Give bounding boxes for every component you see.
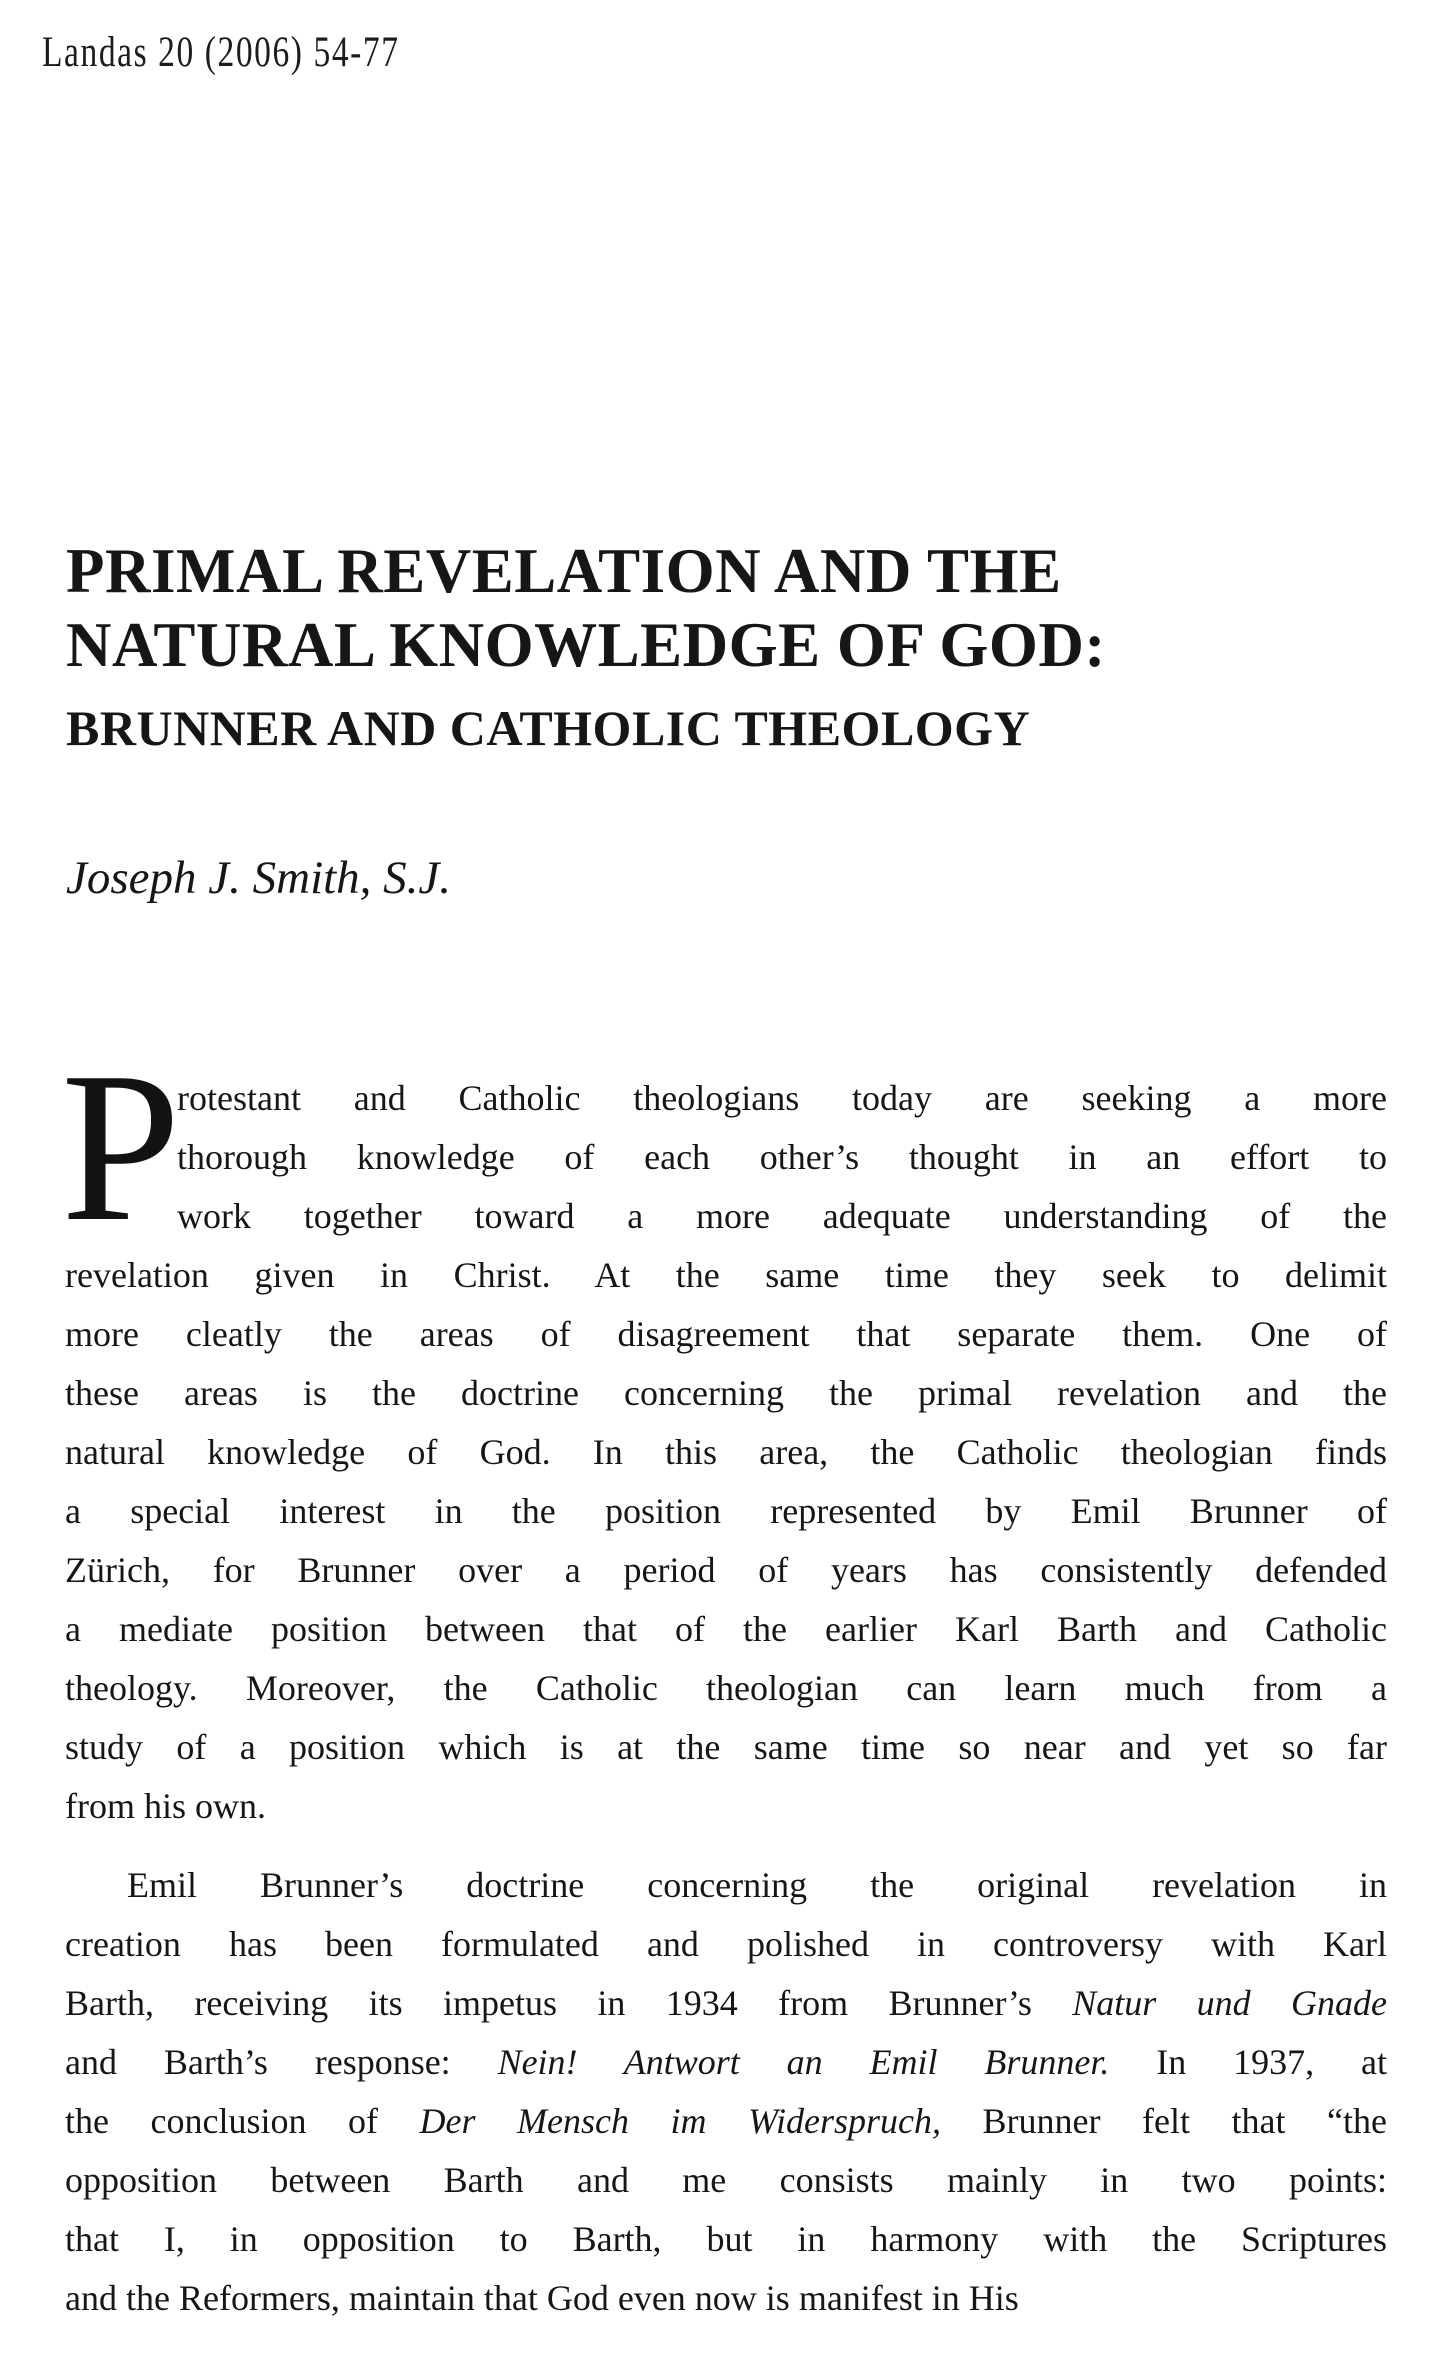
text-line: rotestant and Catholic theologians today are seeking a more [177, 1078, 1387, 1118]
title-subtitle: BRUNNER AND CATHOLIC THEOLOGY [66, 700, 1031, 756]
journal-citation: Landas 20 (2006) 54-77 [42, 29, 400, 76]
paragraph [61, 1027, 1387, 1836]
text-line: these areas is the doctrine concerning the primal revelation and the [65, 1373, 1387, 1413]
text-line: a special interest in the position represented by Emil Brunner of [65, 1491, 1387, 1531]
text-line: a mediate position between that of the earlier Karl Barth and Catholic [65, 1609, 1387, 1649]
text-line: thorough knowledge of each other’s thought in an effort to [177, 1137, 1387, 1177]
text-line: Emil Brunner’s doctrine concerning the original revelation in [127, 1865, 1387, 1905]
paragraph [65, 1856, 1387, 2328]
title-line-1: PRIMAL REVELATION AND THE [66, 536, 1062, 606]
text-line: the conclusion of Der Mensch im Widerspruch, Brunner felt that “the [65, 2101, 1387, 2141]
text-line: theology. Moreover, the Catholic theologian can learn much from a [65, 1668, 1387, 1708]
text-line: revelation given in Christ. At the same time they seek to delimit [65, 1255, 1387, 1295]
text-line: study of a position which is at the same time so near and yet so far [65, 1727, 1387, 1767]
text-line: opposition between Barth and me consists mainly in two points: [65, 2160, 1387, 2200]
text-line: and Barth’s response: Nein! Antwort an Emil Brunner. In 1937, at [65, 2042, 1387, 2082]
author-byline: Joseph J. Smith, S.J. [66, 852, 452, 904]
text-line: work together toward a more adequate understanding of the [177, 1196, 1387, 1236]
text-line: more cleatly the areas of disagreement that separate them. One of [65, 1314, 1387, 1354]
drop-cap: P [61, 1027, 181, 1266]
body-paragraphs [61, 1027, 1388, 2328]
article-title [66, 534, 1398, 758]
text-line: natural knowledge of God. In this area, the Catholic theologian finds [65, 1432, 1387, 1472]
text-line: that I, in opposition to Barth, but in harmony with the Scriptures [65, 2219, 1387, 2259]
text-line: Barth, receiving its impetus in 1934 from Brunner’s Natur und Gnade [65, 1983, 1388, 2023]
title-line-2: NATURAL KNOWLEDGE OF GOD: [66, 610, 1106, 680]
text-line: and the Reformers, maintain that God even now is manifest in His [65, 2278, 1019, 2318]
text-line: creation has been formulated and polished in controversy with Karl [65, 1924, 1387, 1964]
text-line: from his own. [65, 1786, 266, 1826]
text-line: Zürich, for Brunner over a period of years has consistently defended [65, 1550, 1387, 1590]
